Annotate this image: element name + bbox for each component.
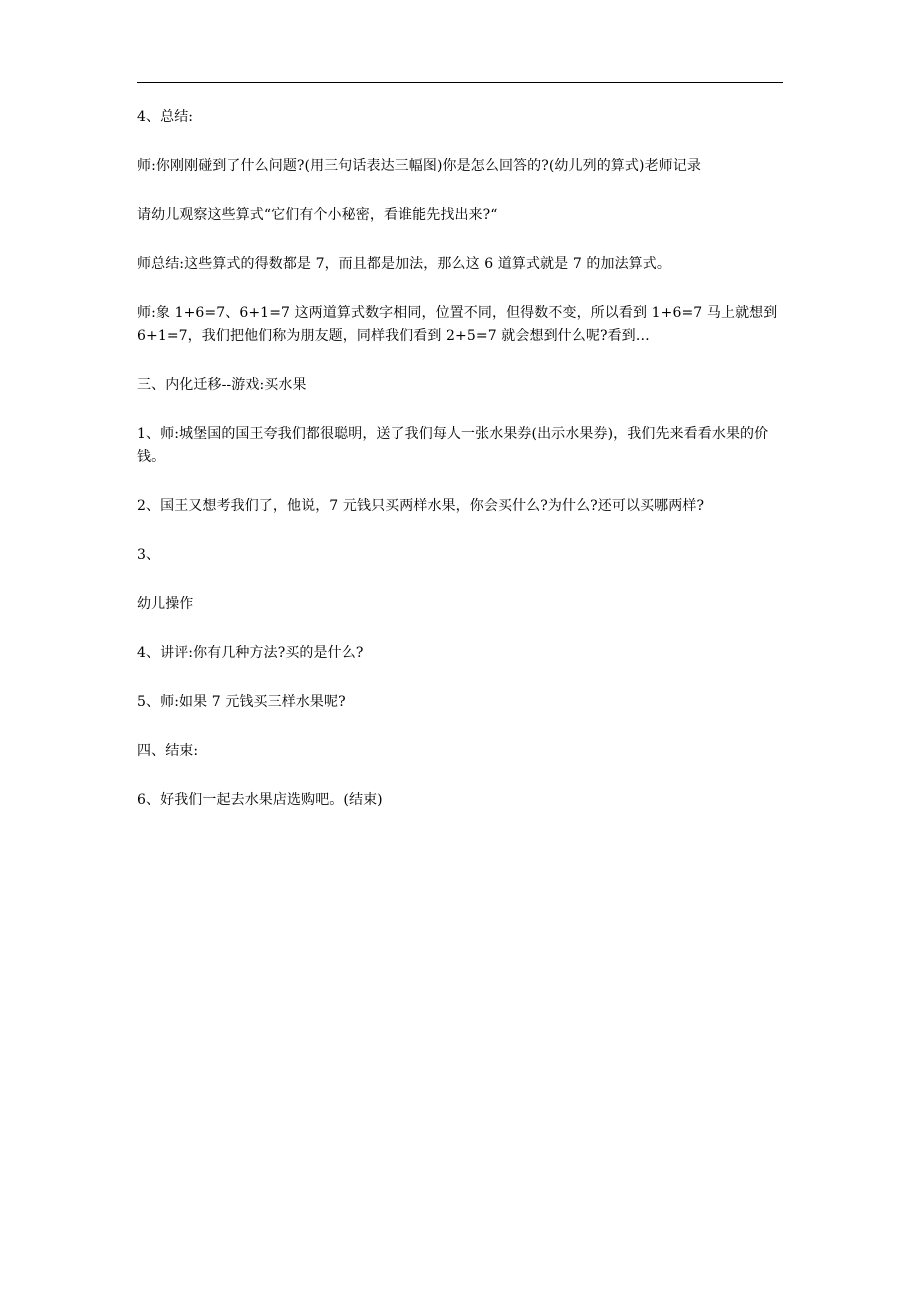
paragraph-fruit-voucher: 1、师:城堡国的国王夸我们都很聪明，送了我们每人一张水果券(出示水果券)，我们先来看看水果的价钱。 bbox=[137, 426, 769, 465]
section-heading-end: 四、结束: bbox=[137, 743, 199, 759]
paragraph-step-3: 3、 bbox=[137, 547, 161, 563]
paragraph-friend-equations: 师:象 1+6=7、6+1=7 这两道算式数字相同，位置不同，但得数不变，所以看到 1+6=7 马上就想到 6+1=7，我们把他们称为朋友题，同样我们看到 2+5=7 就会想到什么呢?看到… bbox=[137, 305, 778, 344]
paragraph-summary-heading: 4、总结: bbox=[137, 109, 194, 125]
paragraph-review: 4、讲评:你有几种方法?买的是什么? bbox=[137, 645, 364, 661]
document-body bbox=[137, 106, 787, 838]
paragraph-observe-equations: 请幼儿观察这些算式“它们有个小秘密，看谁能先找出来?“ bbox=[137, 207, 498, 223]
section-heading-game: 三、内化迁移--游戏:买水果 bbox=[137, 377, 307, 393]
paragraph-closing: 6、好我们一起去水果店选购吧。(结束) bbox=[137, 792, 383, 808]
paragraph-teacher-summary: 师总结:这些算式的得数都是 7，而且都是加法，那么这 6 道算式就是 7 的加法算式。 bbox=[137, 256, 671, 272]
paragraph-teacher-question: 师:你刚刚碰到了什么问题?(用三句话表达三幅图)你是怎么回答的?(幼儿列的算式)老师记录 bbox=[137, 158, 701, 174]
paragraph-buy-two-fruits: 2、国王又想考我们了，他说，7 元钱只买两样水果，你会买什么?为什么?还可以买哪两样? bbox=[137, 498, 705, 514]
paragraph-buy-three-fruits: 5、师:如果 7 元钱买三样水果呢? bbox=[137, 694, 346, 710]
paragraph-child-operation: 幼儿操作 bbox=[137, 596, 194, 612]
header-rule bbox=[137, 82, 783, 83]
